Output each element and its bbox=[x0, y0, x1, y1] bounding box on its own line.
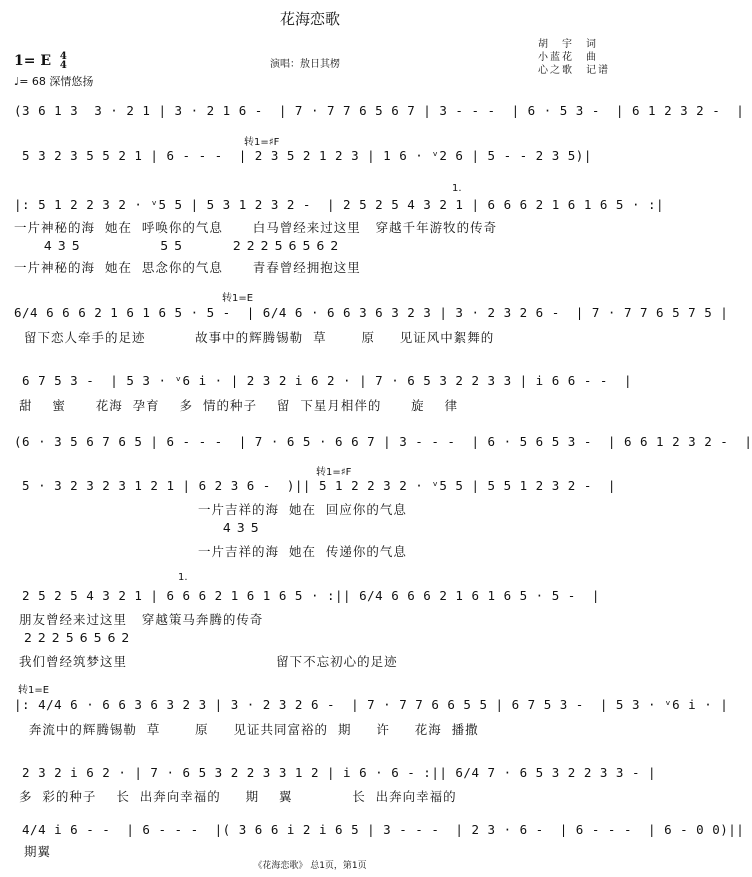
notation-row: 5 · 3 2 3 2 3 1 2 1 | 6 2 3 6 - )|| 5 1 2 2 3 2 · ᵛ5 5 | 5 5 1 2 3 2 - | bbox=[14, 478, 616, 493]
notation-row: 4/4 i 6 - - | 6 - - - |( 3 6 6 i 2 i 6 5 | 3 - - - | 2 3 · 6 - | 6 - - - | 6 - 0 0)|| bbox=[14, 822, 745, 837]
section-mark: 转1=E bbox=[18, 685, 50, 696]
time-signature bbox=[60, 52, 67, 70]
section-mark: 1. bbox=[452, 183, 462, 194]
lyric-line: 一片神秘的海 她在 呼唤你的气息 白马曾经来过这里 穿越千年游牧的传奇 bbox=[14, 220, 498, 235]
section-mark: 转1=♯F bbox=[316, 467, 352, 478]
lyric-line: 期翼 bbox=[14, 844, 51, 859]
notation-row: 2 3 2 i 6 2 · | 7 · 6 5 3 2 2 3 3 1 2 | i 6 · 6 - :|| 6/4 7 · 6 5 3 2 2 3 3 - | bbox=[14, 765, 657, 780]
lyric-line: 2 2 2 5 6 5 6 2 bbox=[14, 630, 131, 645]
section-mark: 1. bbox=[178, 572, 188, 583]
lyric-line: 多 彩的种子 长 出奔向幸福的 期 翼 长 出奔向幸福的 bbox=[14, 789, 457, 804]
singer-credit: 演唱：敖日其楞 bbox=[270, 59, 340, 70]
section-mark: 转1=♯F bbox=[244, 137, 280, 148]
lyric-line: 4 3 5 bbox=[14, 520, 260, 535]
song-title: 花海恋歌 bbox=[279, 10, 340, 28]
key-signature bbox=[14, 52, 67, 70]
notation-row: |: 4/4 6 · 6 6 3 6 3 2 3 | 3 · 2 3 2 6 - | 7 · 7 7 6 6 5 5 | 6 7 5 3 - | 5 3 · ᵛ6 i · | bbox=[14, 697, 729, 712]
lyric-line: 留下恋人牵手的足迹 故事中的辉腾锡勒 草 原 见证风中絮舞的 bbox=[14, 330, 495, 345]
lyric-line: 甜 蜜 花海 孕育 多 情的种子 留 下星月相伴的 旋 律 bbox=[14, 398, 459, 413]
credits-block bbox=[538, 38, 610, 77]
notation-row: (6 · 3 5 6 7 6 5 | 6 - - - | 7 · 6 5 · 6 6 7 | 3 - - - | 6 · 5 6 5 3 - | 6 6 1 2 3 2 - | bbox=[14, 434, 752, 449]
lyric-line: 4 3 5 5 5 2 2 2 5 6 5 6 2 bbox=[14, 238, 340, 253]
notation-row: 6/4 6 6 6 2 1 6 1 6 5 · 5 - | 6/4 6 · 6 6 3 6 3 2 3 | 3 · 2 3 2 6 - | 7 · 7 7 6 5 7 5 | bbox=[14, 305, 729, 320]
lyric-line: 我们曾经筑梦这里 留下不忘初心的足迹 bbox=[14, 654, 398, 669]
lyric-line: 朋友曾经来过这里 穿越策马奔腾的传奇 bbox=[14, 612, 264, 627]
section-mark: 转1=E bbox=[222, 293, 254, 304]
meter-top: 4 bbox=[59, 51, 67, 62]
transcriber-credit: 心之歌 记谱 bbox=[538, 65, 610, 76]
tempo-marking: ♩= 68 深情悠扬 bbox=[14, 75, 94, 88]
lyricist-credit: 胡 宇 词 bbox=[538, 39, 598, 50]
lyric-line: 奔流中的辉腾锡勒 草 原 见证共同富裕的 期 许 花海 播撒 bbox=[14, 722, 479, 737]
notation-row: (3 6 1 3 3 · 2 1 | 3 · 2 1 6 - | 7 · 7 7 6 5 6 7 | 3 - - - | 6 · 5 3 - | 6 1 2 3 2 - | bbox=[14, 103, 745, 118]
lyric-line: 一片神秘的海 她在 思念你的气息 青春曾经拥抱这里 bbox=[14, 260, 361, 275]
composer-credit: 小蓝花 曲 bbox=[538, 52, 598, 63]
notation-row: 6 7 5 3 - | 5 3 · ᵛ6 i · | 2 3 2 i 6 2 · | 7 · 6 5 3 2 2 3 3 | i 6 6 - - | bbox=[14, 373, 632, 388]
lyric-line: 一片吉祥的海 她在 回应你的气息 bbox=[14, 502, 407, 517]
page-footer: 《花海恋歌》 总1页，第1页 bbox=[253, 861, 367, 871]
notation-row: 2 5 2 5 4 3 2 1 | 6 6 6 2 1 6 1 6 5 · :|| 6/4 6 6 6 2 1 6 1 6 5 · 5 - | bbox=[14, 588, 600, 603]
meter-bottom: 4 bbox=[59, 60, 67, 71]
notation-row: 5 3 2 3 5 5 2 1 | 6 - - - | 2 3 5 2 1 2 3 | 1 6 · ᵛ2 6 | 5 - - 2 3 5)| bbox=[14, 148, 592, 163]
notation-row: |: 5 1 2 2 3 2 · ᵛ5 5 | 5 3 1 2 3 2 - | 2 5 2 5 4 3 2 1 | 6 6 6 2 1 6 1 6 5 · :| bbox=[14, 197, 665, 212]
lyric-line: 一片吉祥的海 她在 传递你的气息 bbox=[14, 544, 407, 559]
key-text: 1= E bbox=[14, 53, 52, 69]
